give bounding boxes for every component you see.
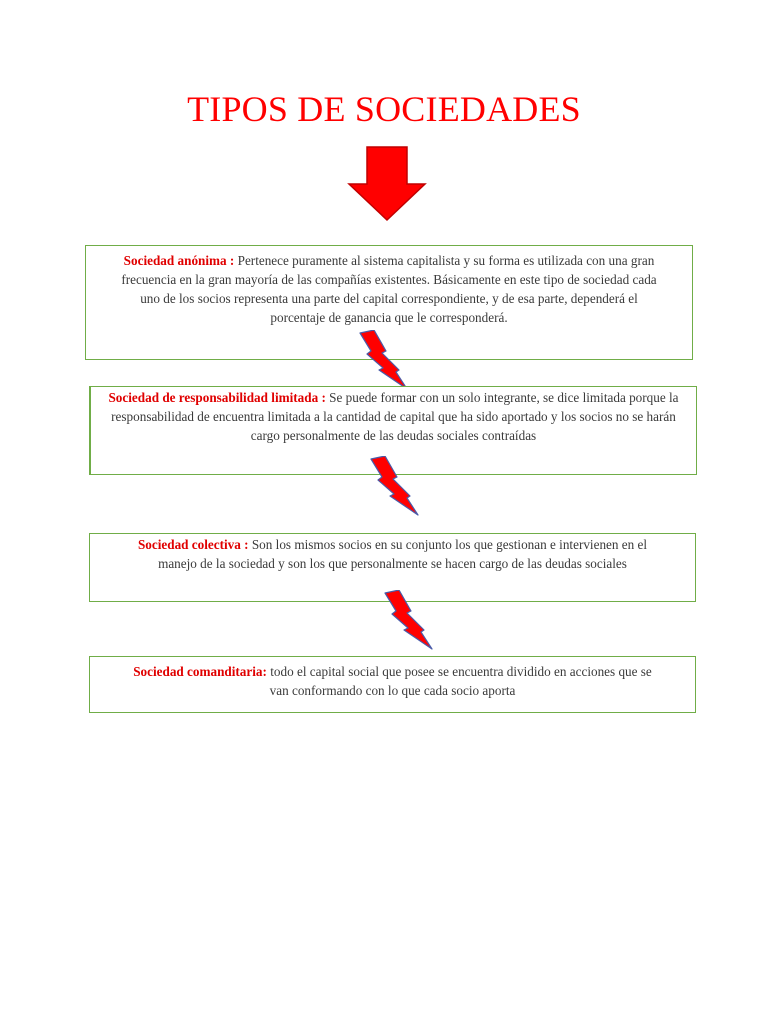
box-label: Sociedad colectiva : <box>137 537 252 552</box>
page-title: TIPOS DE SOCIEDADES <box>187 89 581 129</box>
box-sociedad-comanditaria <box>89 656 696 713</box>
box-label: Sociedad comanditaria: <box>133 664 271 679</box>
lightning-bolt-icon <box>355 330 415 390</box>
down-arrow-icon <box>347 146 427 222</box>
lightning-bolt-icon <box>380 590 440 650</box>
box-text: Son los mismos socios en su conjunto los que gestionan e intervienen en el manejo de la sociedad y son los que personalmente se hacen cargo de las deudas sociales <box>158 537 648 571</box>
box-label: Sociedad anónima : <box>123 253 238 268</box>
box-text: todo el capital social que posee se encuentra dividido en acciones que se van conformando con lo que cada socio aporta <box>269 664 652 698</box>
box-label: Sociedad de responsabilidad limitada : <box>108 390 330 405</box>
box-text: Se puede formar con un solo integrante, se dice limitada porque la responsabilidad de encuentra limitada a la cantidad de capital que ha sido aportado y los socios no se harán cargo personalmente de las deudas sociales contraídas <box>111 390 679 443</box>
lightning-bolt-icon <box>366 456 426 516</box>
box-text: Pertenece puramente al sistema capitalista y su forma es utilizada con una gran frecuencia en la gran mayoría de las compañías existentes. Básicamente en este tipo de sociedad cada uno de los socios representa una parte del capital correspondiente, y de esa parte, dependerá el porcentaje de ganancia que le corresponderá. <box>121 253 657 325</box>
